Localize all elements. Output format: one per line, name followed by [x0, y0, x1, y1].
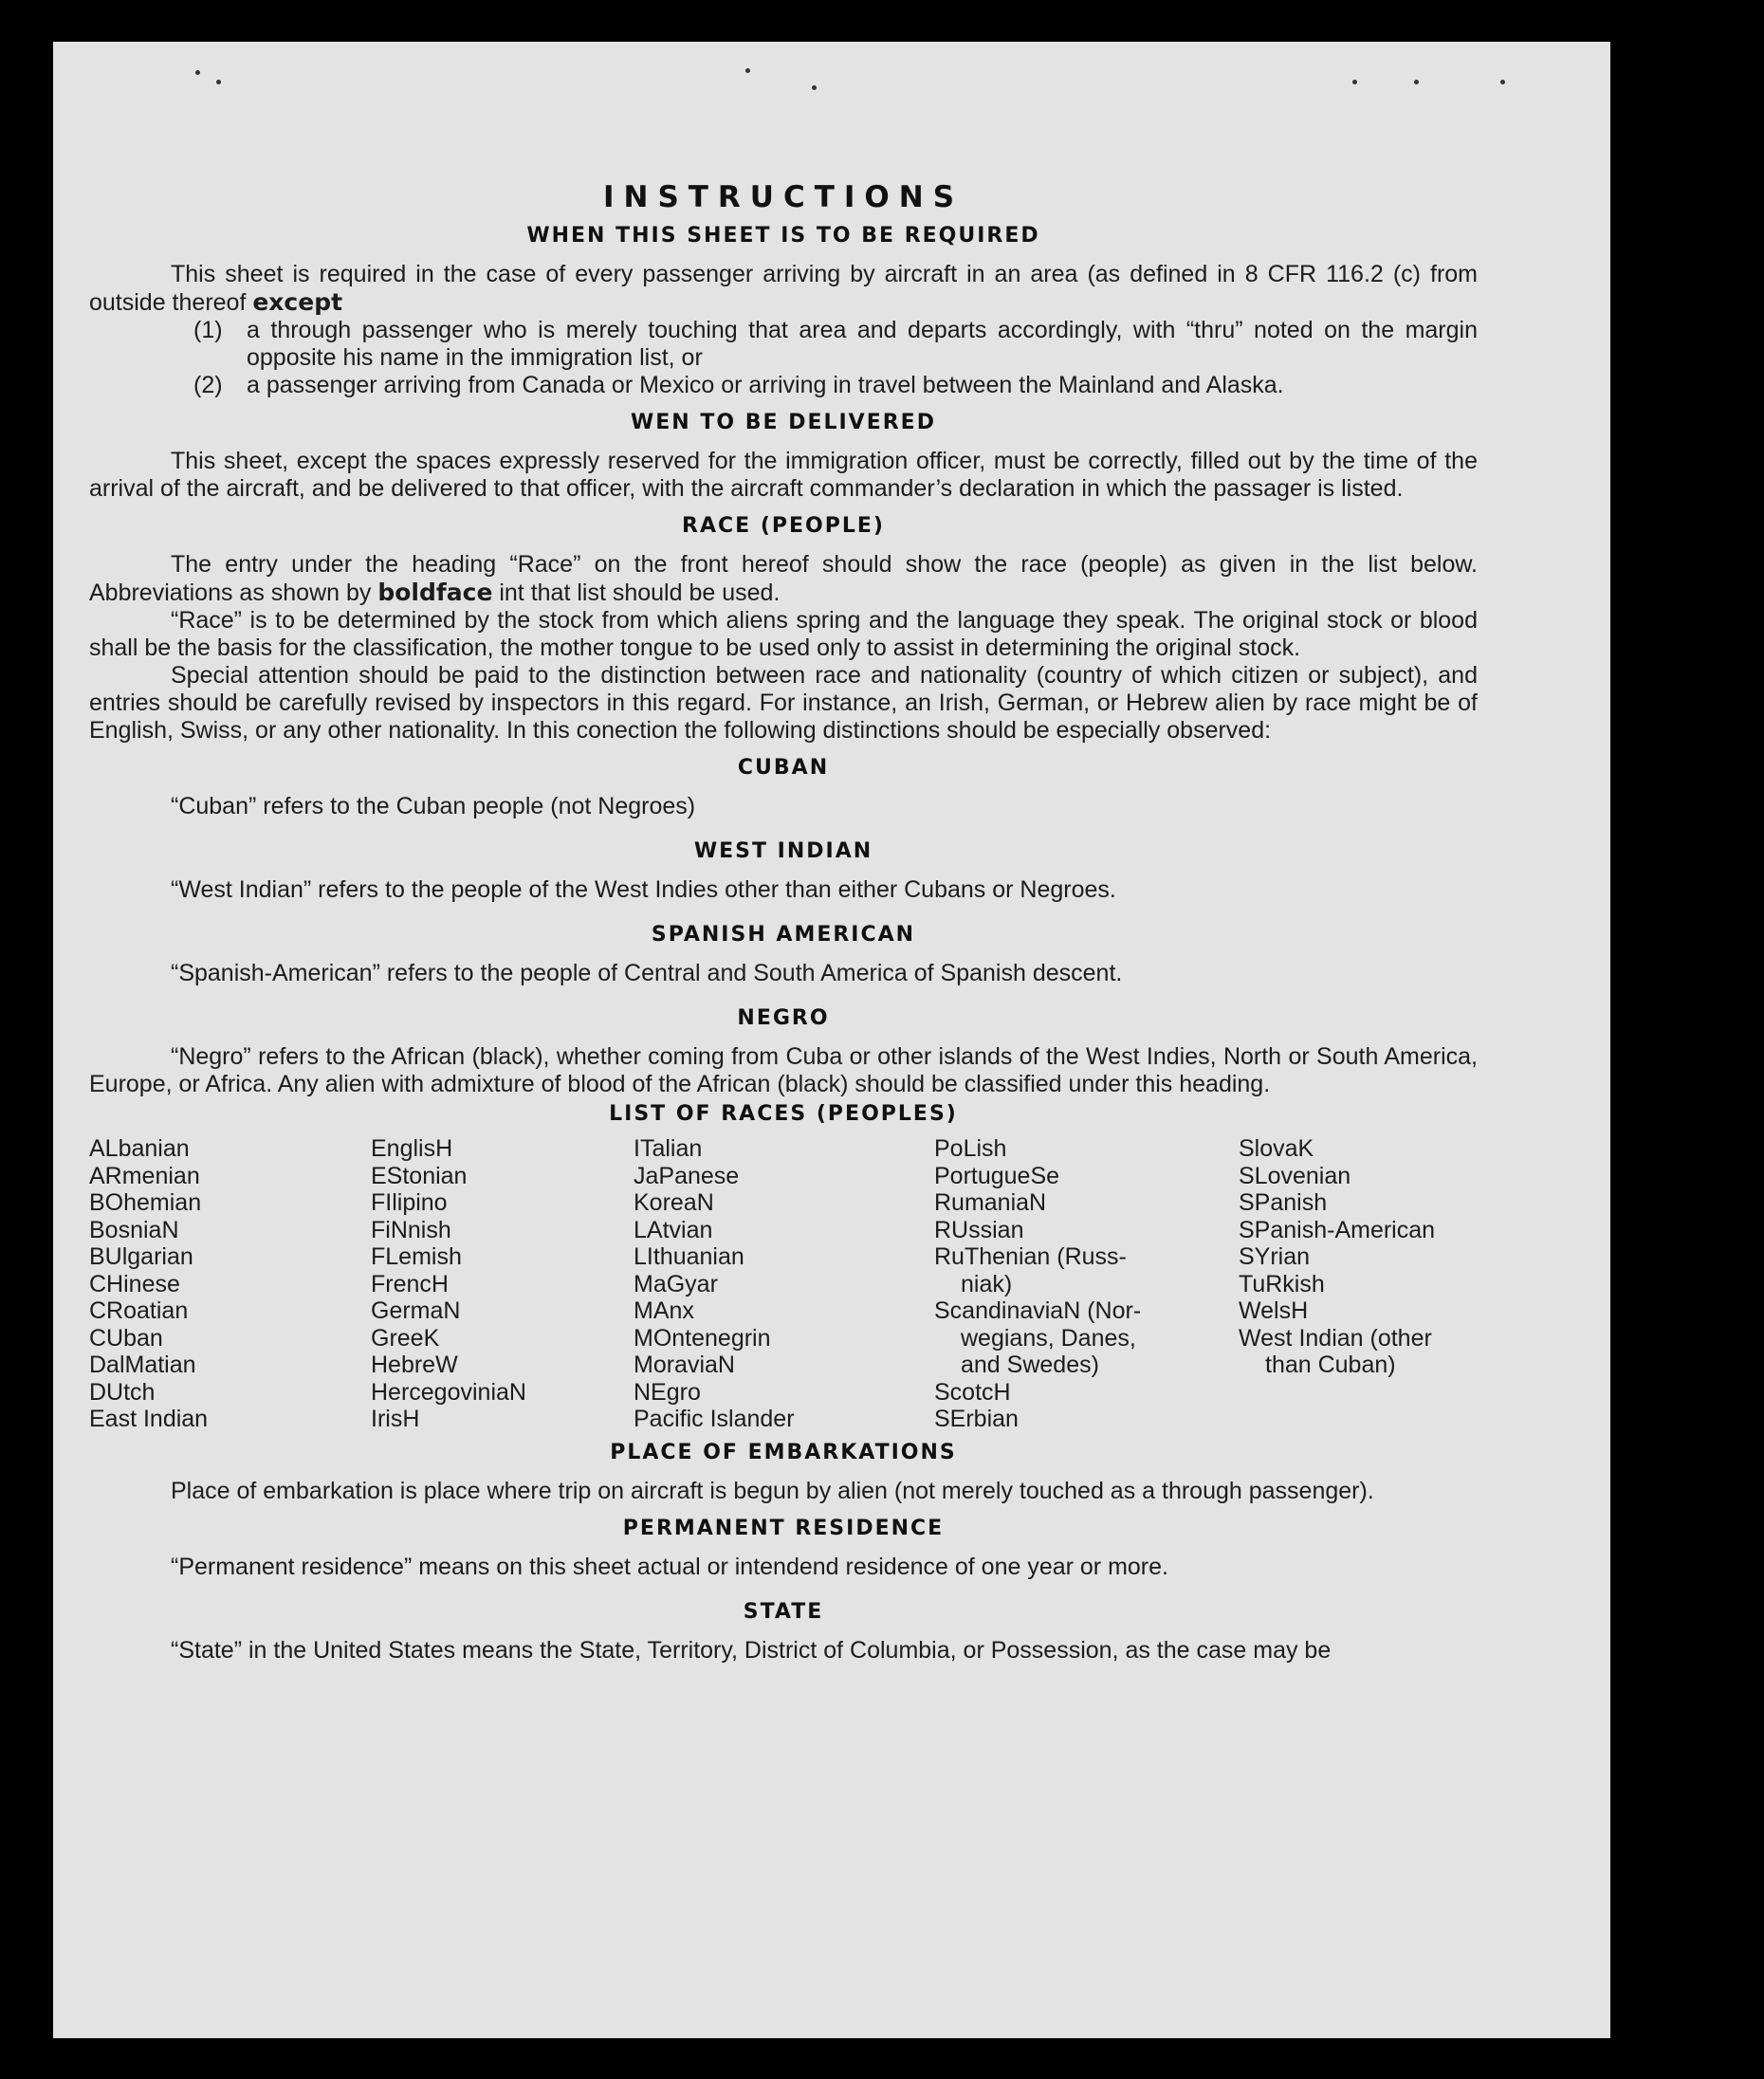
- list-item: GreeK: [371, 1324, 440, 1352]
- list-item-continuation: niak): [961, 1270, 1013, 1297]
- list-item-text: a through passenger who is merely touching that area and departs accordingly, with “thru” noted on the margin opposite his name in the immigration list, or: [247, 317, 1478, 371]
- list-item: RuThenian (Russ-: [934, 1243, 1127, 1270]
- list-item-number: (1): [193, 317, 223, 343]
- list-item: JaPanese: [634, 1162, 740, 1189]
- list-item: RUssian: [934, 1216, 1024, 1243]
- list-item: RumaniaN: [934, 1189, 1047, 1216]
- section-heading-required: WHEN THIS SHEET IS TO BE REQUIRED: [526, 224, 1040, 248]
- list-item: TuRkish: [1239, 1270, 1325, 1297]
- list-item: [193, 372, 1478, 399]
- document-page: [53, 42, 1610, 2038]
- list-item-number: (2): [193, 372, 223, 398]
- list-item: LIthuanian: [634, 1243, 744, 1270]
- list-item: EnglisH: [371, 1135, 453, 1162]
- section-heading-west-indian: WEST INDIAN: [693, 839, 873, 863]
- list-item: FIlipino: [371, 1189, 448, 1216]
- list-item: SLovenian: [1239, 1162, 1351, 1189]
- embarkation-paragraph: Place of embarkation is place where trip on aircraft is begun by alien (not merely touched as a through passenger).: [171, 1477, 1374, 1504]
- list-item: HercegoviniaN: [371, 1378, 526, 1406]
- races-column-5: [1239, 1135, 1485, 1433]
- list-item-text: a passenger arriving from Canada or Mexico or arriving in travel between the Mainland and Alaska.: [247, 372, 1284, 398]
- list-item: LAtvian: [634, 1216, 713, 1243]
- races-column-4: [934, 1135, 1239, 1433]
- list-item: ScotcH: [934, 1378, 1011, 1406]
- speck: [812, 85, 817, 90]
- cuban-paragraph: “Cuban” refers to the Cuban people (not Negroes): [171, 793, 696, 819]
- west-indian-paragraph: “West Indian” refers to the people of the West Indies other than either Cubans or Negroes.: [171, 876, 1116, 903]
- list-item: FLemish: [371, 1243, 462, 1270]
- races-column-1: [89, 1135, 371, 1433]
- list-item: GermaN: [371, 1297, 461, 1324]
- list-item: SlovaK: [1239, 1135, 1314, 1162]
- list-item: CHinese: [89, 1270, 180, 1297]
- list-item: PoLish: [934, 1135, 1007, 1162]
- list-item: CUban: [89, 1324, 163, 1352]
- list-item-continuation: wegians, Danes,: [961, 1324, 1136, 1352]
- section-heading-state: STATE: [743, 1599, 824, 1624]
- list-item: ITalian: [634, 1135, 703, 1162]
- section-heading-residence: PERMANENT RESIDENCE: [622, 1516, 945, 1540]
- list-item: CRoatian: [89, 1297, 189, 1324]
- section-heading-negro: NEGRO: [737, 1006, 830, 1030]
- list-item: PortugueSe: [934, 1162, 1060, 1189]
- negro-paragraph: “Negro” refers to the African (black), whether coming from Cuba or other islands of the West Indies, North or South America, Europe, or Africa. Any alien with admixture of blood of the African (black) should be classified under this heading.: [89, 1043, 1478, 1097]
- list-item: SPanish: [1239, 1189, 1328, 1216]
- list-item: ARmenian: [89, 1162, 200, 1189]
- list-item: BUlgarian: [89, 1243, 193, 1270]
- list-item: NEgro: [634, 1378, 701, 1406]
- delivered-paragraph: This sheet, except the spaces expressly reserved for the immigration officer, must be correctly, filled out by the time of the arrival of the aircraft, and be delivered to that officer, with the aircraft commander’s declaration in which the passager is listed.: [89, 448, 1478, 502]
- list-item: DalMatian: [89, 1352, 196, 1378]
- list-item: SPanish-American: [1239, 1216, 1436, 1243]
- list-item: SYrian: [1239, 1243, 1311, 1270]
- race-text-end: int that list should be used.: [492, 580, 781, 606]
- speck: [1414, 80, 1419, 84]
- races-list: [89, 1135, 1478, 1433]
- list-item: MaGyar: [634, 1270, 718, 1297]
- section-heading-embarkation: PLACE OF EMBARKATIONS: [610, 1440, 957, 1464]
- list-item: ALbanian: [89, 1135, 190, 1162]
- list-item: DUtch: [89, 1378, 156, 1406]
- list-item: West Indian (other: [1239, 1324, 1432, 1352]
- list-item: HebreW: [371, 1352, 458, 1378]
- list-item-continuation: than Cuban): [1265, 1352, 1396, 1378]
- list-item: KoreaN: [634, 1189, 714, 1216]
- speck: [216, 80, 221, 84]
- list-item: SErbian: [934, 1406, 1019, 1432]
- residence-paragraph: “Permanent residence” means on this sheet actual or intendend residence of one year or more.: [171, 1553, 1168, 1580]
- section-heading-races-list: LIST OF RACES (PEOPLES): [609, 1102, 958, 1126]
- list-item: FrencH: [371, 1270, 449, 1297]
- race-paragraph-1: [89, 551, 1478, 607]
- except-bold: except: [252, 288, 343, 316]
- list-item-continuation: and Swedes): [961, 1352, 1099, 1378]
- boldface-bold: boldface: [377, 579, 493, 606]
- list-item: WelsH: [1239, 1297, 1309, 1324]
- race-text: The entry under the heading “Race” on the front hereof should show the race (people) as given in the list below. Abbreviations as shown by: [89, 551, 1478, 606]
- list-item: [193, 317, 1478, 372]
- list-item: ScandinaviaN (Nor-: [934, 1297, 1142, 1324]
- races-column-3: [634, 1135, 934, 1433]
- race-paragraph-3: Special attention should be paid to the distinction between race and nationality (country of which citizen or subject), and entries should be carefully revised by inspectors in this regard. For instance, an Irish, German, or Hebrew alien by race might be of English, Swiss, or any other nationality. In this conection the following distinctions should be especially observed:: [89, 662, 1478, 744]
- list-item: FiNnish: [371, 1216, 451, 1243]
- section-heading-race: RACE (PEOPLE): [682, 514, 885, 538]
- list-item: East Indian: [89, 1406, 209, 1432]
- section-heading-spanish-american: SPANISH AMERICAN: [651, 923, 916, 947]
- speck: [1500, 80, 1505, 84]
- list-item: BOhemian: [89, 1189, 202, 1216]
- section-heading-cuban: CUBAN: [737, 756, 830, 780]
- list-item: MOntenegrin: [634, 1324, 771, 1352]
- races-column-2: [371, 1135, 634, 1433]
- spanish-american-paragraph: “Spanish-American” refers to the people of Central and South America of Spanish descent.: [171, 960, 1123, 986]
- speck: [1352, 80, 1357, 84]
- list-item: MoraviaN: [634, 1352, 735, 1378]
- race-paragraph-2: “Race” is to be determined by the stock from which aliens spring and the language they speak. The original stock or blood shall be the basis for the classification, the mother tongue to be used only to assist in determining the original stock.: [89, 607, 1478, 661]
- speck: [745, 68, 750, 73]
- speck: [195, 70, 200, 75]
- list-item: MAnx: [634, 1297, 694, 1324]
- required-text: This sheet is required in the case of every passenger arriving by aircraft in an area (as defined in 8 CFR 116.2 (c) from outside thereof: [89, 261, 1478, 316]
- list-item: EStonian: [371, 1162, 468, 1189]
- page-title: INSTRUCTIONS: [602, 180, 965, 214]
- list-item: Pacific Islander: [634, 1406, 795, 1432]
- list-item: BosniaN: [89, 1216, 179, 1243]
- required-paragraph: [89, 261, 1478, 317]
- state-paragraph: “State” in the United States means the State, Territory, District of Columbia, or Possession, as the case may be: [171, 1636, 1332, 1664]
- list-item: IrisH: [371, 1406, 420, 1432]
- section-heading-delivered: WEN TO BE DELIVERED: [631, 411, 936, 434]
